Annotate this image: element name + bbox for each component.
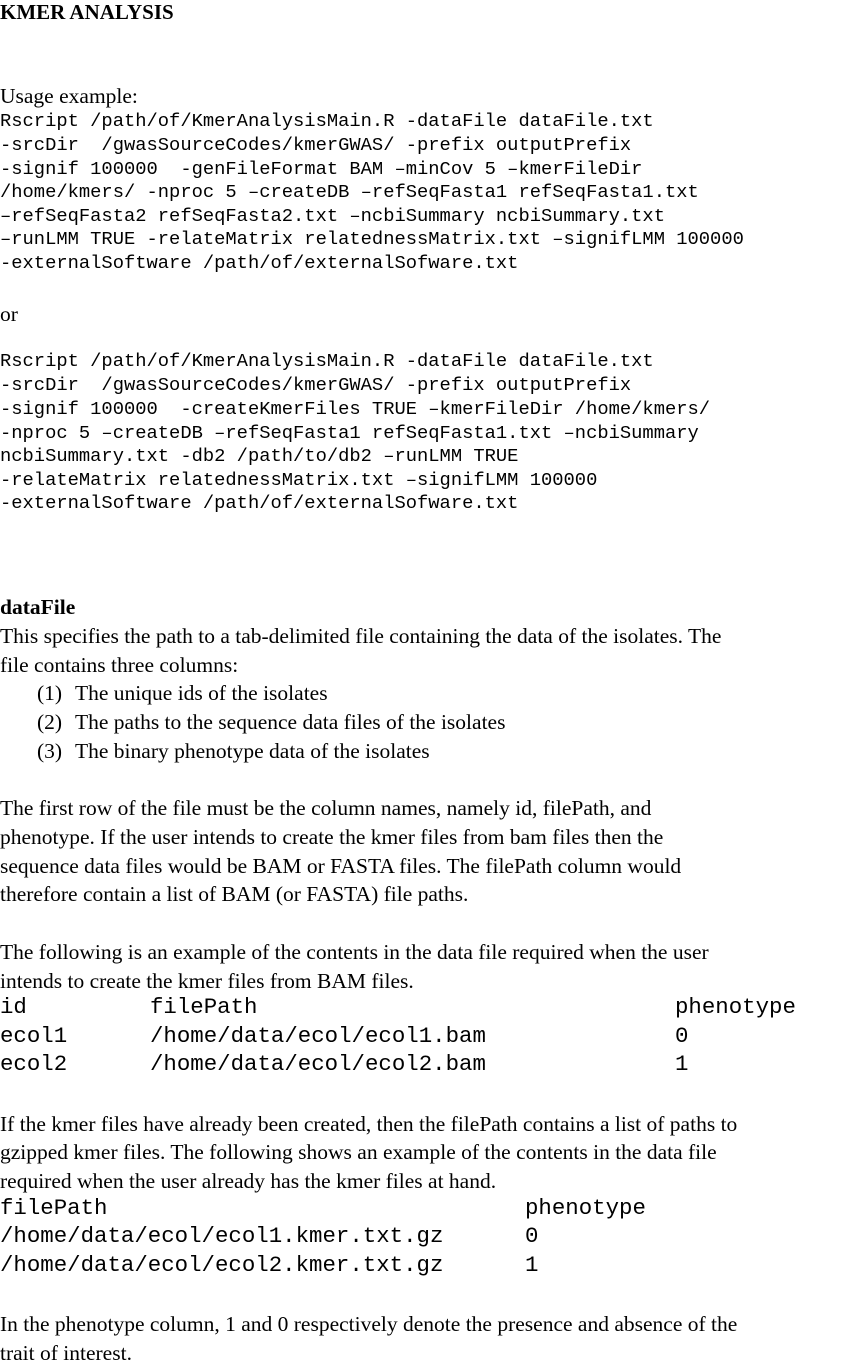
list-text: The binary phenotype data of the isolates [75,739,430,763]
table-header-row [0,1196,856,1220]
usage-label: Usage example: [0,84,138,108]
code-line: -nproc 5 –createDB –refSeqFasta1 refSeqFasta1.txt –ncbiSummary [0,422,699,444]
table-cell: /home/data/ecol/ecol2.bam [150,1051,486,1077]
code-line: Rscript /path/of/KmerAnalysisMain.R -dataFile dataFile.txt [0,350,654,372]
table-cell: 1 [525,1252,539,1278]
paragraph-line: This specifies the path to a tab-delimited file containing the data of the isolates. The [0,624,722,648]
table-header-cell: filePath [150,994,258,1020]
table-cell: 1 [675,1051,689,1077]
list-text: The unique ids of the isolates [75,681,328,705]
paragraph-line: intends to create the kmer files from BAM files. [0,969,414,993]
table-header-row [0,995,856,1019]
table-header-cell: phenotype [675,994,796,1020]
table-header-cell: filePath [0,1195,108,1221]
code-line: -externalSoftware /path/of/externalSofware.txt [0,492,519,514]
paragraph-line: The following is an example of the contents in the data file required when the user [0,940,709,964]
code-line: –refSeqFasta2 refSeqFasta2.txt –ncbiSummary ncbiSummary.txt [0,205,665,227]
list-item [37,710,505,734]
or-label: or [0,302,18,326]
table-cell: ecol2 [0,1051,68,1077]
list-text: The paths to the sequence data files of the isolates [75,710,506,734]
table-header-cell: id [0,994,27,1020]
table-cell: /home/data/ecol/ecol2.kmer.txt.gz [0,1252,444,1278]
paragraph-line: required when the user already has the kmer files at hand. [0,1169,497,1193]
paragraph-line: The first row of the file must be the column names, namely id, filePath, and [0,796,652,820]
table-row [0,1024,856,1048]
code-line: -signif 100000 -genFileFormat BAM –minCov 5 –kmerFileDir [0,158,643,180]
table-cell: ecol1 [0,1023,68,1049]
table-row [0,1253,856,1277]
list-item [37,681,328,705]
code-line: –runLMM TRUE -relateMatrix relatednessMatrix.txt –signifLMM 100000 [0,228,744,250]
code-line: -signif 100000 -createKmerFiles TRUE –kmerFileDir /home/kmers/ [0,398,711,420]
list-item [37,739,430,763]
table-cell: /home/data/ecol/ecol1.bam [150,1023,486,1049]
code-line: /home/kmers/ -nproc 5 –createDB –refSeqFasta1 refSeqFasta1.txt [0,181,699,203]
list-number: (2) [37,710,63,734]
code-line: -srcDir /gwasSourceCodes/kmerGWAS/ -prefix outputPrefix [0,134,632,156]
paragraph-line: In the phenotype column, 1 and 0 respectively denote the presence and absence of the [0,1312,738,1336]
code-line: -externalSoftware /path/of/externalSofware.txt [0,252,519,274]
paragraph-line: If the kmer files have already been created, then the filePath contains a list of paths to [0,1112,738,1136]
table-cell: 0 [525,1223,539,1249]
paragraph-line: trait of interest. [0,1341,132,1365]
paragraph-line: phenotype. If the user intends to create the kmer files from bam files then the [0,825,664,849]
paragraph-line: file contains three columns: [0,653,239,677]
code-line: Rscript /path/of/KmerAnalysisMain.R -dataFile dataFile.txt [0,110,654,132]
code-line: -relateMatrix relatednessMatrix.txt –signifLMM 100000 [0,469,598,491]
paragraph-line: gzipped kmer files. The following shows an example of the contents in the data file [0,1140,717,1164]
table-row [0,1052,856,1076]
table-row [0,1224,856,1248]
table-header-cell: phenotype [525,1195,646,1221]
list-number: (1) [37,681,63,705]
datafile-heading: dataFile [0,595,76,619]
paragraph-line: sequence data files would be BAM or FASTA files. The filePath column would [0,854,682,878]
table-cell: 0 [675,1023,689,1049]
document-title: KMER ANALYSIS [0,0,174,24]
code-line: ncbiSummary.txt -db2 /path/to/db2 –runLMM TRUE [0,445,519,467]
paragraph-line: therefore contain a list of BAM (or FASTA) file paths. [0,882,469,906]
table-cell: /home/data/ecol/ecol1.kmer.txt.gz [0,1223,444,1249]
code-line: -srcDir /gwasSourceCodes/kmerGWAS/ -prefix outputPrefix [0,374,632,396]
list-number: (3) [37,739,63,763]
